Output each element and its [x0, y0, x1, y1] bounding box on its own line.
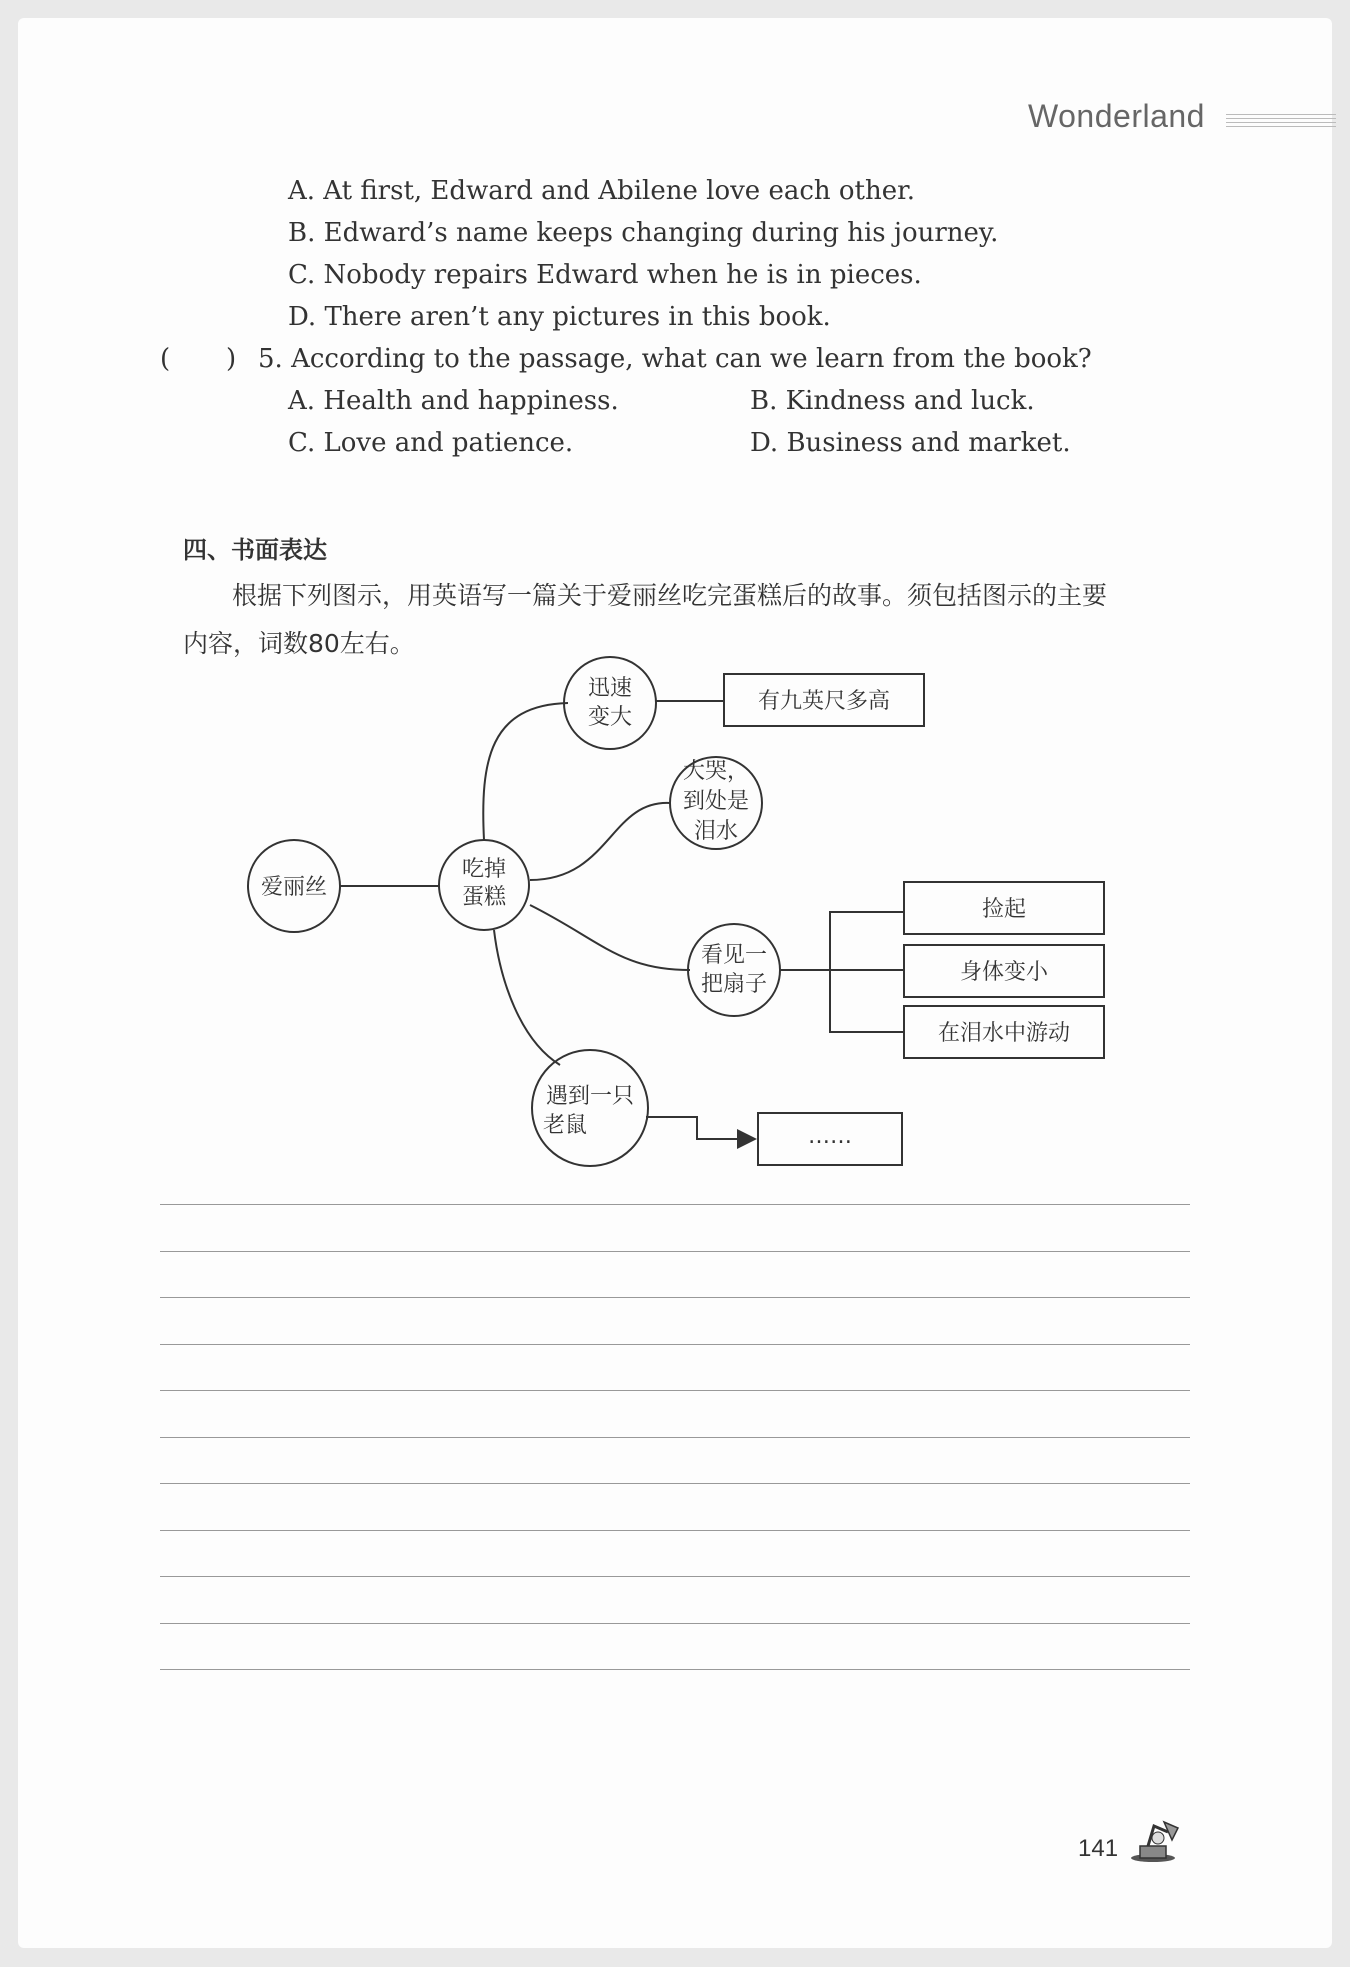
node-cry-line3: 泪水	[693, 819, 739, 844]
node-cry-line1: 大哭，	[682, 759, 750, 784]
q5-option-c: C. Love and patience.	[288, 428, 574, 458]
connector-mouse-ellipsis	[646, 1117, 755, 1139]
writing-line	[160, 1390, 1190, 1391]
node-fan-circle	[688, 924, 780, 1016]
q4-option-b: B. Edward’s name keeps changing during his journey.	[288, 218, 999, 248]
node-mouse-line1: 遇到一只	[545, 1084, 635, 1109]
q4-option-c: C. Nobody repairs Edward when he is in pieces.	[288, 260, 922, 290]
section-title: 四、书面表达	[183, 536, 327, 564]
node-ellipsis: ……	[808, 1124, 852, 1149]
instruction-line-2: 内容，词数80左右。	[183, 629, 415, 658]
q5-stem: 5. According to the passage, what can we learn from the book?	[258, 344, 1092, 374]
instruction-line-1: 根据下列图示，用英语写一篇关于爱丽丝吃完蛋糕后的故事。须包括图示的主要	[232, 581, 1108, 610]
node-shrink: 身体变小	[959, 960, 1049, 985]
node-grow-line1: 迅速	[587, 676, 633, 701]
node-mouse-line2: 老鼠	[542, 1113, 588, 1138]
node-eat-cake-line1: 吃掉	[461, 857, 507, 882]
writing-line	[160, 1344, 1190, 1345]
node-cry-line2: 到处是	[682, 789, 750, 814]
node-grow-circle	[564, 657, 656, 749]
answer-paren-right: )	[226, 344, 237, 374]
q4-option-a: A. At first, Edward and Abilene love each other.	[288, 176, 915, 206]
node-fan-line1: 看见一	[700, 943, 768, 968]
page-number: 141	[1078, 1835, 1119, 1862]
writing-line	[160, 1204, 1190, 1205]
q5-option-b: B. Kindness and luck.	[750, 386, 1035, 416]
q5-option-d: D. Business and market.	[750, 428, 1071, 458]
node-grow-line2: 变大	[587, 705, 633, 730]
node-alice: 爱丽丝	[260, 875, 328, 900]
writing-line	[160, 1530, 1190, 1531]
connector-cake-grow	[483, 703, 568, 840]
writing-line	[160, 1437, 1190, 1438]
node-swim: 在泪水中游动	[937, 1021, 1071, 1046]
node-eat-cake-line2: 蛋糕	[461, 885, 507, 910]
writing-line	[160, 1669, 1190, 1670]
connector-cake-cry	[530, 803, 670, 880]
node-nine-feet: 有九英尺多高	[757, 689, 891, 714]
q4-option-d: D. There aren’t any pictures in this book.	[288, 302, 831, 332]
connector-cake-fan	[530, 905, 690, 970]
answer-paren-left: (	[160, 344, 171, 374]
connector-cake-mouse	[494, 930, 560, 1065]
writing-line	[160, 1297, 1190, 1298]
running-header-title: Wonderland	[1028, 98, 1205, 134]
bracket-fan-actions	[830, 912, 904, 1032]
writing-line	[160, 1251, 1190, 1252]
lamp-mascot-icon	[1128, 1808, 1188, 1868]
node-fan-line2: 把扇子	[700, 972, 768, 997]
q5-option-a: A. Health and happiness.	[288, 386, 619, 416]
node-pick-up: 捡起	[981, 897, 1027, 922]
writing-line	[160, 1623, 1190, 1624]
writing-line	[160, 1576, 1190, 1577]
writing-line	[160, 1483, 1190, 1484]
